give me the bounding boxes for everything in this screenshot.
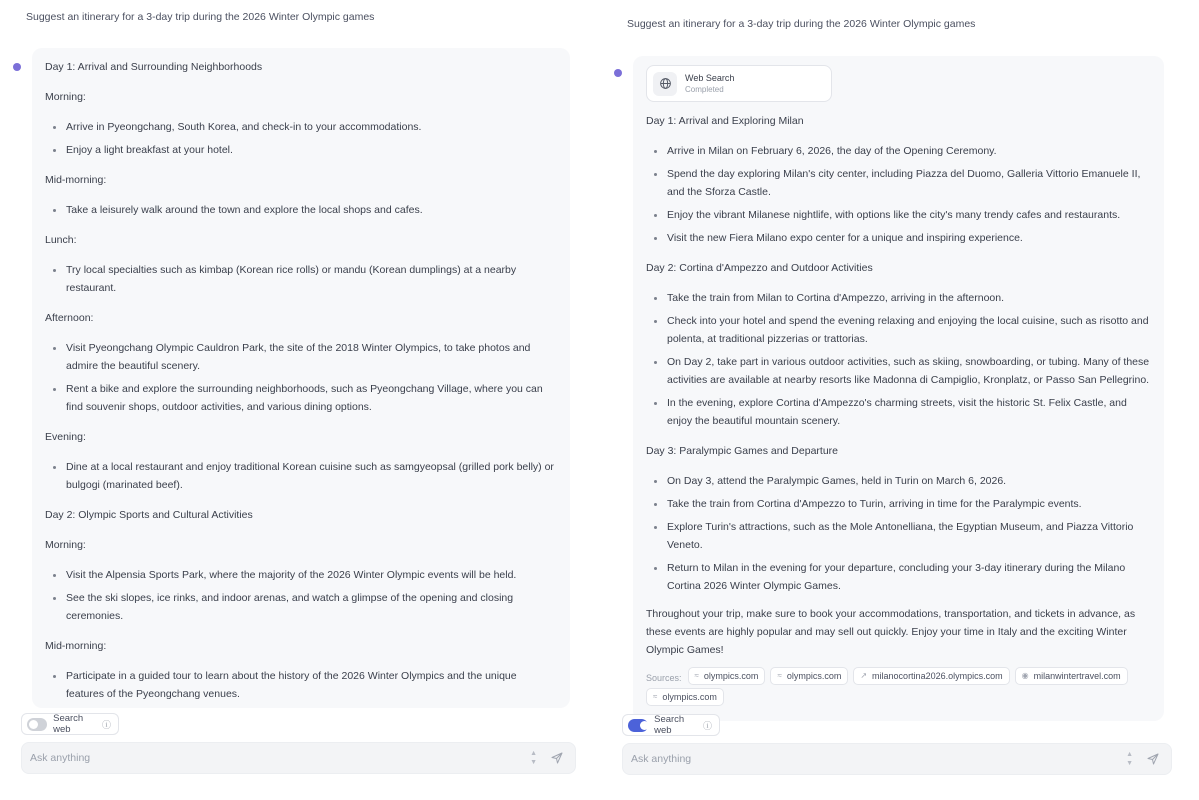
list-item: On Day 3, attend the Paralympic Games, held in Turin on March 6, 2026. <box>646 472 1151 490</box>
source-label: milanocortina2026.olympics.com <box>872 671 1003 681</box>
answer-sections <box>646 112 1151 595</box>
list-item: Visit the new Fiera Milano expo center for a unique and inspiring experience. <box>646 229 1151 247</box>
chevron-down-icon[interactable]: ▼ <box>530 759 537 766</box>
section-heading: Day 2: Olympic Sports and Cultural Activities <box>45 509 253 521</box>
list-item: See the ski slopes, ice rinks, and indoor arenas, and watch a glimpse of the opening and closing ceremonies. <box>45 589 557 625</box>
chat-input-bar <box>21 742 576 774</box>
send-icon <box>1147 753 1159 765</box>
assistant-answer <box>32 48 570 708</box>
answer-content <box>646 65 1151 709</box>
section-heading: Afternoon: <box>45 312 94 324</box>
source-chip[interactable] <box>646 688 724 706</box>
source-label: olympics.com <box>662 692 717 702</box>
chevron-up-icon[interactable]: ▲ <box>530 750 537 757</box>
section-heading: Morning: <box>45 91 86 103</box>
list-item: On Day 2, take part in various outdoor activities, such as skiing, snowboarding, or tubing. Many of these activities are available at nearby resorts like Madonna di Campiglio, Kronplatz, or Passo San Pellegrino. <box>646 353 1151 389</box>
info-icon[interactable]: ⓘ <box>101 719 111 730</box>
info-icon[interactable]: ⓘ <box>702 720 712 731</box>
list-item: Return to Milan in the evening for your departure, concluding your 3-day itinerary during the Milano Cortina 2026 Winter Olympic Games. <box>646 559 1151 595</box>
web-search-status-text: Completed <box>685 85 724 94</box>
ask-input[interactable] <box>22 743 530 773</box>
answer-summary: Throughout your trip, make sure to book your accommodations, transportation, and tickets in advance, as these events are highly popular and may sell out quickly. Enjoy your time in Italy and the exciting Winter Olympic Games! <box>646 608 1136 656</box>
bullet-list <box>45 667 557 703</box>
list-item: Dine at a local restaurant and enjoy traditional Korean cuisine such as samgyeopsal (grilled pork belly) or bulgogi (marinated beef). <box>45 458 557 494</box>
answer-content <box>45 58 557 708</box>
list-item: Spend the day exploring Milan's city center, including Piazza del Duomo, Galleria Vittorio Emanuele II, and the Sforza Castle. <box>646 165 1151 201</box>
list-item: In the evening, explore Cortina d'Ampezzo's charming streets, visit the historic St. Felix Castle, and enjoy the beautiful mountain scenery. <box>646 394 1151 430</box>
search-web-toggle[interactable] <box>622 714 720 736</box>
source-favicon-icon: ≈ <box>694 671 699 680</box>
list-item: Participate in a guided tour to learn about the history of the 2026 Winter Olympics and the unique features of the Pyeongchang venues. <box>45 667 557 703</box>
list-item: Arrive in Pyeongchang, South Korea, and check-in to your accommodations. <box>45 118 557 136</box>
list-item: Rent a bike and explore the surrounding neighborhoods, such as Pyeongchang Village, where you can find souvenir shops, outdoor activities, and various dining options. <box>45 380 557 416</box>
list-item: Arrive in Milan on February 6, 2026, the day of the Opening Ceremony. <box>646 142 1151 160</box>
sources-label: Sources: <box>646 672 682 683</box>
source-chip[interactable] <box>688 667 766 685</box>
send-button[interactable] <box>549 750 565 766</box>
bullet-list <box>45 339 557 416</box>
assistant-avatar <box>614 69 622 77</box>
web-search-title: Web Search <box>685 73 735 83</box>
bullet-list <box>45 566 557 625</box>
left-chat-panel <box>0 0 590 800</box>
bullet-list <box>45 261 557 297</box>
section-heading: Mid-morning: <box>45 640 107 652</box>
globe-icon <box>653 72 677 96</box>
list-item: Visit the Alpensia Sports Park, where the majority of the 2026 Winter Olympic events will be held. <box>45 566 557 584</box>
ask-input[interactable] <box>623 744 1126 774</box>
bullet-list <box>45 201 557 219</box>
source-label: olympics.com <box>786 671 842 681</box>
toggle-switch[interactable] <box>27 718 47 731</box>
user-prompt: Suggest an itinerary for a 3-day trip during the 2026 Winter Olympic games <box>627 18 976 30</box>
bullet-list <box>45 118 557 159</box>
list-item: Enjoy a light breakfast at your hotel. <box>45 141 557 159</box>
toggle-switch[interactable] <box>628 719 648 732</box>
bullet-list <box>646 142 1151 247</box>
source-favicon-icon: ≈ <box>653 692 658 701</box>
model-stepper[interactable] <box>530 749 537 767</box>
chevron-up-icon[interactable]: ▲ <box>1126 751 1133 758</box>
list-item: Take a leisurely walk around the town and explore the local shops and cafes. <box>45 201 557 219</box>
list-item: Take the train from Milan to Cortina d'Ampezzo, arriving in the afternoon. <box>646 289 1151 307</box>
section-heading: Day 2: Cortina d'Ampezzo and Outdoor Activities <box>646 262 873 274</box>
user-prompt: Suggest an itinerary for a 3-day trip during the 2026 Winter Olympic games <box>26 11 375 23</box>
assistant-avatar <box>13 63 21 71</box>
source-favicon-icon: ≈ <box>777 671 782 680</box>
source-favicon-icon: ◉ <box>1021 671 1029 680</box>
search-web-label: Search web <box>53 713 84 735</box>
source-chip[interactable] <box>770 667 848 685</box>
model-stepper[interactable] <box>1126 750 1133 768</box>
assistant-answer <box>633 56 1164 721</box>
bullet-list <box>646 289 1151 430</box>
bullet-list <box>45 458 557 494</box>
chevron-down-icon[interactable]: ▼ <box>1126 760 1133 767</box>
source-favicon-icon: ↗ <box>860 671 868 680</box>
list-item: Visit Pyeongchang Olympic Cauldron Park, the site of the 2018 Winter Olympics, to take photos and admire the beautiful scenery. <box>45 339 557 375</box>
list-item: Check into your hotel and spend the evening relaxing and enjoying the local cuisine, such as risotto and polenta, at traditional pizzerias or trattorias. <box>646 312 1151 348</box>
source-chip[interactable] <box>853 667 1009 685</box>
section-heading: Mid-morning: <box>45 174 107 186</box>
section-heading: Evening: <box>45 431 86 443</box>
search-web-toggle[interactable] <box>21 713 119 735</box>
list-item: Explore Turin's attractions, such as the Mole Antonelliana, the Egyptian Museum, and Piazza Vittorio Veneto. <box>646 518 1151 554</box>
section-heading: Day 1: Arrival and Surrounding Neighborhoods <box>45 61 263 73</box>
section-heading: Lunch: <box>45 234 77 246</box>
bullet-list <box>646 472 1151 595</box>
web-search-status[interactable] <box>646 65 832 102</box>
right-chat-panel <box>600 0 1199 800</box>
section-heading: Day 3: Paralympic Games and Departure <box>646 445 838 457</box>
section-heading: Morning: <box>45 539 86 551</box>
send-icon <box>551 752 563 764</box>
list-item: Try local specialties such as kimbap (Korean rice rolls) or mandu (Korean dumplings) at a nearby restaurant. <box>45 261 557 297</box>
list-item: Take the train from Cortina d'Ampezzo to Turin, arriving in time for the Paralympic events. <box>646 495 1151 513</box>
search-web-label: Search web <box>654 714 685 736</box>
sources-list <box>646 667 1151 709</box>
send-button[interactable] <box>1145 751 1161 767</box>
source-chip[interactable] <box>1015 667 1128 685</box>
list-item: Enjoy the vibrant Milanese nightlife, with options like the city's many trendy cafes and restaurants. <box>646 206 1151 224</box>
section-heading: Day 1: Arrival and Exploring Milan <box>646 115 804 127</box>
chat-input-bar <box>622 743 1172 775</box>
source-label: olympics.com <box>703 671 759 681</box>
source-label: milanwintertravel.com <box>1033 671 1121 681</box>
